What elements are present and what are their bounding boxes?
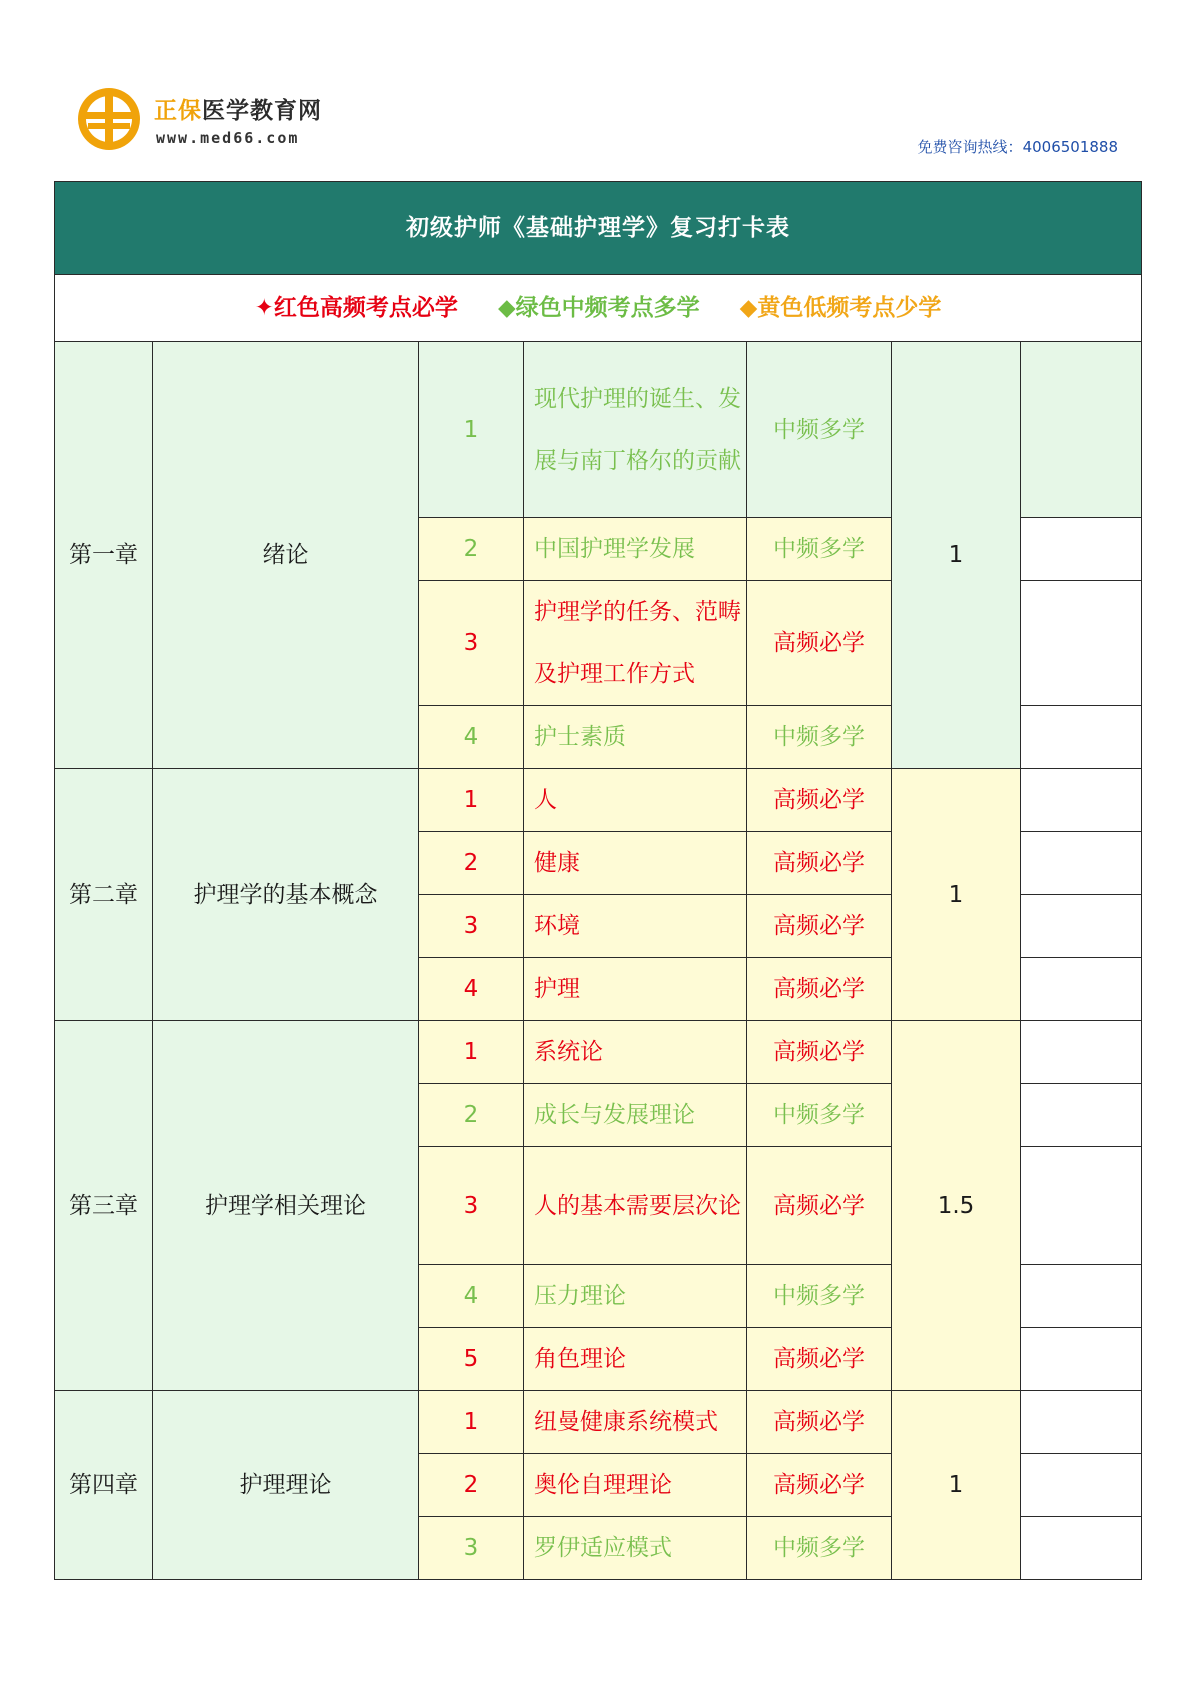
section-number-cell: 3	[419, 895, 524, 958]
days-cell: 1	[892, 1391, 1021, 1580]
frequency-cell: 高频必学	[747, 832, 892, 895]
brand-emblem-icon	[76, 86, 142, 152]
section-number-cell: 4	[419, 706, 524, 769]
hotline	[918, 136, 1118, 157]
section-number-cell: 2	[419, 1454, 524, 1517]
frequency-cell: 中频多学	[747, 518, 892, 581]
chapter-cell: 第四章	[55, 1391, 153, 1580]
topic-cell: 健康	[524, 832, 747, 895]
days-cell: 1	[892, 769, 1021, 1021]
section-number-cell: 1	[419, 769, 524, 832]
brand-name-primary: 正保	[154, 98, 202, 124]
checkin-cell[interactable]	[1021, 1084, 1142, 1147]
topic-cell: 纽曼健康系统模式	[524, 1391, 747, 1454]
checkin-cell[interactable]	[1021, 1328, 1142, 1391]
topic-cell: 成长与发展理论	[524, 1084, 747, 1147]
frequency-cell: 高频必学	[747, 769, 892, 832]
chapter-name-cell: 绪论	[153, 342, 419, 769]
checkin-cell[interactable]	[1021, 895, 1142, 958]
section-number-cell: 3	[419, 1517, 524, 1580]
topic-cell: 中国护理学发展	[524, 518, 747, 581]
chapter-name-cell: 护理理论	[153, 1391, 419, 1580]
hotline-number: 4006501888	[1022, 138, 1118, 156]
checkin-cell[interactable]	[1021, 518, 1142, 581]
checkin-cell[interactable]	[1021, 1517, 1142, 1580]
chapter-cell: 第一章	[55, 342, 153, 769]
brand-name	[154, 92, 322, 125]
topic-cell: 人的基本需要层次论	[524, 1147, 747, 1265]
frequency-cell: 高频必学	[747, 958, 892, 1021]
topic-cell: 奥伦自理理论	[524, 1454, 747, 1517]
chapter-cell: 第二章	[55, 769, 153, 1021]
section-number-cell: 3	[419, 581, 524, 706]
checkin-cell[interactable]	[1021, 1391, 1142, 1454]
checkin-cell[interactable]	[1021, 832, 1142, 895]
section-number-cell: 2	[419, 1084, 524, 1147]
days-cell: 1	[892, 342, 1021, 769]
legend	[55, 275, 1142, 342]
checkin-cell[interactable]	[1021, 958, 1142, 1021]
frequency-cell: 高频必学	[747, 581, 892, 706]
chapter-name-cell: 护理学相关理论	[153, 1021, 419, 1391]
review-checkin-table	[54, 181, 1142, 1580]
topic-cell: 角色理论	[524, 1328, 747, 1391]
checkin-cell[interactable]	[1021, 342, 1142, 518]
brand-url: www.med66.com	[156, 129, 300, 147]
topic-cell: 环境	[524, 895, 747, 958]
checkin-cell[interactable]	[1021, 1021, 1142, 1084]
section-number-cell: 3	[419, 1147, 524, 1265]
topic-cell: 护理学的任务、范畴及护理工作方式	[524, 581, 747, 706]
checkin-cell[interactable]	[1021, 1454, 1142, 1517]
frequency-cell: 高频必学	[747, 1391, 892, 1454]
section-number-cell: 1	[419, 342, 524, 518]
legend-high: ✦红色高频考点必学	[254, 295, 458, 321]
frequency-cell: 高频必学	[747, 1147, 892, 1265]
topic-cell: 系统论	[524, 1021, 747, 1084]
checkin-cell[interactable]	[1021, 1147, 1142, 1265]
topic-cell: 护士素质	[524, 706, 747, 769]
frequency-cell: 中频多学	[747, 342, 892, 518]
legend-mid: ◆绿色中频考点多学	[497, 295, 700, 321]
section-number-cell: 2	[419, 832, 524, 895]
section-number-cell: 2	[419, 518, 524, 581]
table-row	[55, 1391, 1142, 1454]
frequency-cell: 高频必学	[747, 1328, 892, 1391]
checkin-cell[interactable]	[1021, 1265, 1142, 1328]
section-number-cell: 4	[419, 1265, 524, 1328]
checkin-cell[interactable]	[1021, 706, 1142, 769]
topic-cell: 压力理论	[524, 1265, 747, 1328]
topic-cell: 护理	[524, 958, 747, 1021]
legend-low: ◆黄色低频考点少学	[739, 295, 942, 321]
section-number-cell: 1	[419, 1391, 524, 1454]
table-title: 初级护师《基础护理学》复习打卡表	[55, 182, 1142, 275]
frequency-cell: 中频多学	[747, 1265, 892, 1328]
topic-cell: 人	[524, 769, 747, 832]
checkin-cell[interactable]	[1021, 769, 1142, 832]
chapter-cell: 第三章	[55, 1021, 153, 1391]
chapter-name-cell: 护理学的基本概念	[153, 769, 419, 1021]
table-row	[55, 342, 1142, 518]
section-number-cell: 5	[419, 1328, 524, 1391]
topic-cell: 罗伊适应模式	[524, 1517, 747, 1580]
days-cell: 1.5	[892, 1021, 1021, 1391]
frequency-cell: 中频多学	[747, 706, 892, 769]
frequency-cell: 中频多学	[747, 1517, 892, 1580]
hotline-label: 免费咨询热线：	[917, 138, 1023, 156]
table-row	[55, 1021, 1142, 1084]
frequency-cell: 高频必学	[747, 1021, 892, 1084]
brand-logo	[76, 86, 346, 156]
table-row	[55, 769, 1142, 832]
brand-name-secondary: 医学教育网	[202, 98, 322, 124]
frequency-cell: 高频必学	[747, 895, 892, 958]
frequency-cell: 中频多学	[747, 1084, 892, 1147]
topic-cell: 现代护理的诞生、发展与南丁格尔的贡献	[524, 342, 747, 518]
frequency-cell: 高频必学	[747, 1454, 892, 1517]
section-number-cell: 1	[419, 1021, 524, 1084]
section-number-cell: 4	[419, 958, 524, 1021]
checkin-cell[interactable]	[1021, 581, 1142, 706]
